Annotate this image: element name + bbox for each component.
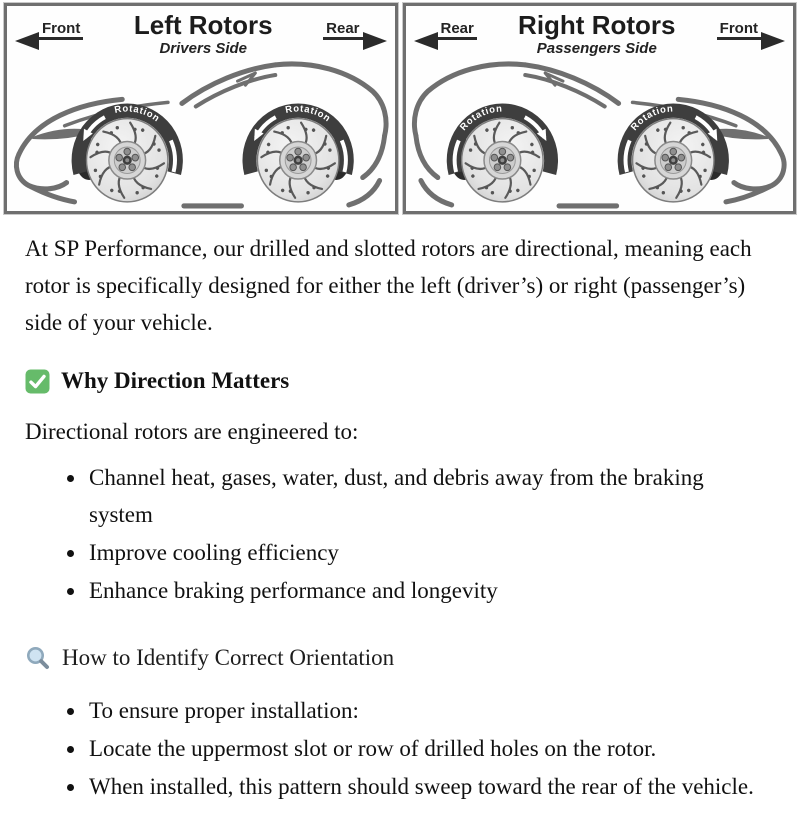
panel-title: Right Rotors [518, 10, 676, 40]
section-heading-text: How to Identify Correct Orientation [62, 644, 395, 670]
section2-bullet-list [25, 693, 772, 805]
rotation-label: Rotation [284, 103, 333, 125]
left-panel-header [7, 10, 395, 58]
direction-word: Front [717, 21, 761, 40]
magnifier-icon [25, 645, 51, 671]
front-direction-label [717, 21, 785, 40]
section1-bullet-list [25, 460, 772, 608]
direction-word: Rear [438, 21, 477, 40]
list-item: • Enhance braking performance and longevity [87, 573, 772, 609]
check-icon [25, 369, 50, 394]
intro-paragraph: At SP Performance, our drilled and slotted rotors are directional, meaning each rotor is specifically designed for either the left (driver’s) or right (passenger’s) side of your vehicle. [25, 236, 752, 335]
article-body [0, 231, 800, 837]
direction-word: Front [39, 21, 83, 40]
left-rotors-panel [4, 3, 398, 214]
direction-word: Rear [323, 21, 362, 40]
panel-subtitle: Drivers Side [159, 40, 247, 57]
panel-titles [83, 12, 323, 56]
rear-direction-label [414, 21, 477, 40]
rotor-direction-diagram [0, 0, 800, 214]
rotation-label: Rotation [628, 103, 674, 134]
rotation-label: Rotation [113, 103, 162, 125]
right-rotors-panel [403, 3, 797, 214]
panel-subtitle: Passengers Side [536, 40, 657, 57]
right-panel-header [406, 10, 794, 58]
panel-titles [477, 12, 717, 56]
list-item: • To ensure proper installation: [87, 693, 772, 729]
arrow-left-icon [15, 32, 39, 50]
rear-direction-label [323, 21, 386, 40]
arrow-right-icon [761, 32, 785, 50]
rotation-label: Rotation [457, 103, 503, 134]
arrow-right-icon [363, 32, 387, 50]
front-direction-label [15, 21, 83, 40]
list-item: • Channel heat, gases, water, dust, and debris away from the braking system [87, 460, 772, 532]
section-heading-identify-orientation [25, 645, 772, 671]
list-item: • Locate the uppermost slot or row of drilled holes on the rotor. [87, 731, 772, 767]
list-item: • Improve cooling efficiency [87, 535, 772, 571]
section-heading-text: Why Direction Matters [61, 368, 290, 394]
list-item: • When installed, this pattern should sweep toward the rear of the vehicle. [87, 769, 772, 805]
section-heading-why-direction-matters [25, 368, 772, 394]
panel-title: Left Rotors [133, 10, 273, 40]
section1-lead: Directional rotors are engineered to: [25, 419, 359, 445]
arrow-left-icon [414, 32, 438, 50]
